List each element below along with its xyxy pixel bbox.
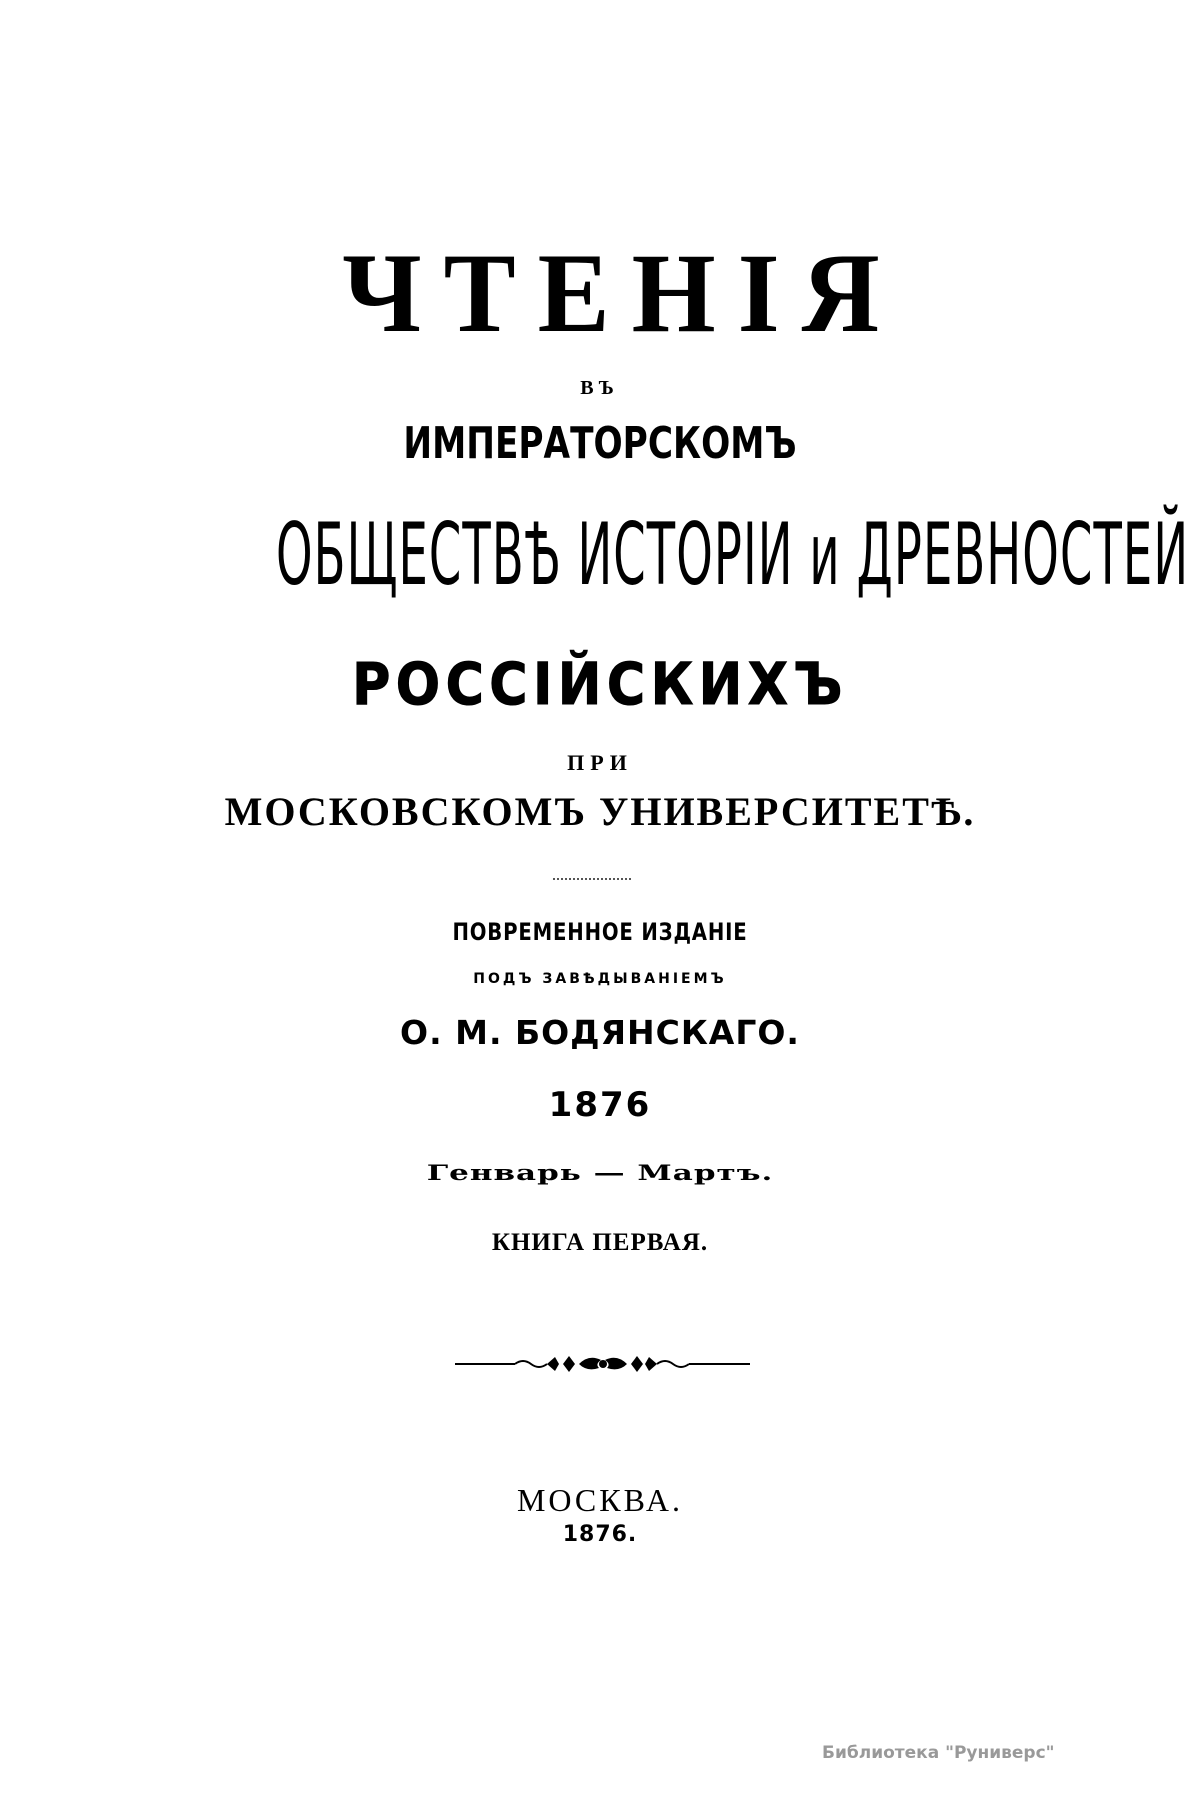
edition-line: ПОВРЕМЕННОЕ ИЗДАНІЕ xyxy=(452,918,748,946)
ornament-divider xyxy=(455,1352,750,1376)
library-watermark: Библиотека "Руниверс" xyxy=(822,1743,1055,1763)
imperial-line: ИМПЕРАТОРСКОМЪ xyxy=(403,418,797,469)
preposition-v: ВЪ xyxy=(580,377,620,399)
publication-city: МОСКВА. xyxy=(516,1482,684,1518)
russian-line: РОССІЙСКИХЪ xyxy=(352,650,848,718)
society-line: ОБЩЕСТВѢ ИСТОРІИ и ДРЕВНОСТЕЙ xyxy=(276,505,1190,605)
publication-year: 1876. xyxy=(562,1522,638,1547)
issue-months: Генварь — Мартъ. xyxy=(426,1160,774,1186)
university-line: МОСКОВСКОМЪ УНИВЕРСИТЕТѢ. xyxy=(224,789,976,834)
under-direction-line: ПОДЪ ЗАВѢДЫВАНІЕМЪ xyxy=(473,971,727,987)
main-title: ЧТЕНІЯ xyxy=(342,231,902,356)
small-divider xyxy=(553,878,631,880)
book-number: КНИГА ПЕРВАЯ. xyxy=(491,1229,709,1256)
issue-year: 1876 xyxy=(548,1085,652,1125)
editor-name: О. М. БОДЯНСКАГО. xyxy=(400,1013,800,1052)
preposition-pri: ПРИ xyxy=(567,750,633,775)
